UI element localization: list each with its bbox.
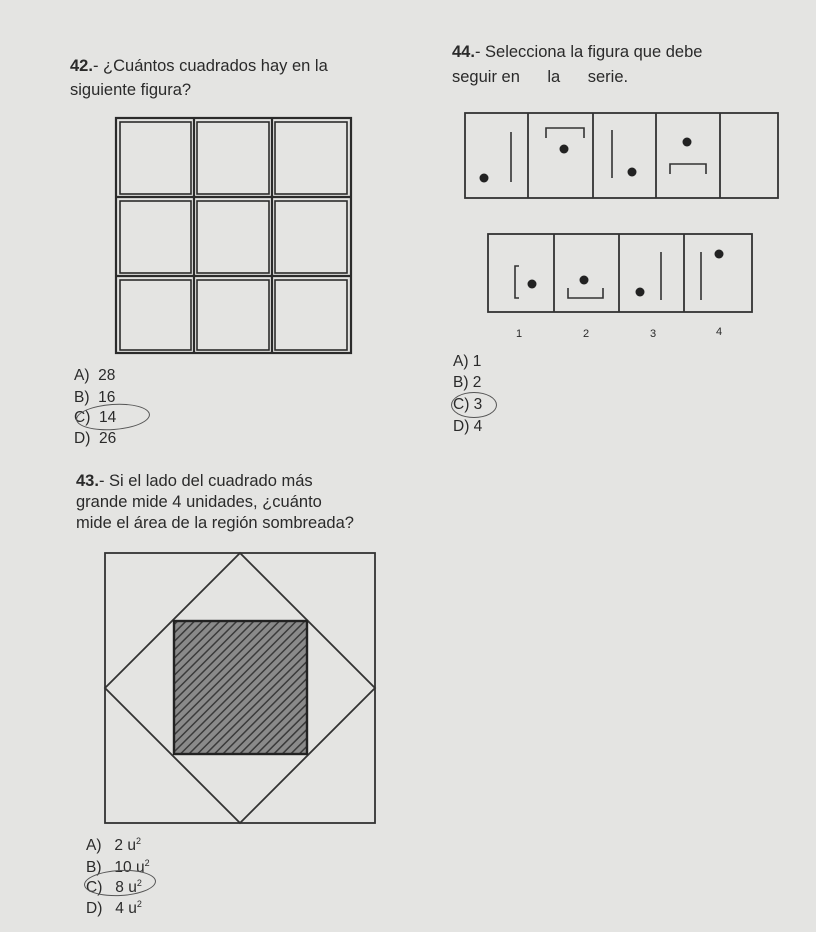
q44-option-b[interactable]: B) 2 bbox=[453, 374, 482, 391]
q43-option-a[interactable]: A) 2 $u^2$ bbox=[86, 836, 141, 855]
q43-number: 43. bbox=[76, 472, 99, 490]
q44-choice-label-1: 1 bbox=[516, 328, 523, 340]
q44-option-a[interactable]: A) 1 bbox=[453, 353, 482, 370]
q43-option-b[interactable]: B) 10 $u^2$ bbox=[86, 858, 150, 877]
q44-option-d[interactable]: D) 4 bbox=[453, 418, 483, 435]
q44-prompt-line1: 44.- Selecciona la figura que debe bbox=[452, 43, 703, 61]
q44-answer-circle bbox=[451, 392, 497, 418]
q44-choice-label-2: 2 bbox=[583, 328, 590, 340]
q44-choice-label-3: 3 bbox=[650, 328, 657, 340]
q42-option-b[interactable]: B) 16 bbox=[74, 389, 116, 406]
q44-option-c[interactable]: C) 3 bbox=[453, 396, 483, 413]
q43-option-c[interactable]: C) 8 $u^2$ bbox=[86, 878, 142, 897]
q42-number: 42. bbox=[70, 57, 93, 75]
q42-option-a[interactable]: A) 28 bbox=[74, 367, 116, 384]
q43-prompt-line3: mide el área de la región sombreada? bbox=[76, 514, 354, 532]
q44-answer-strip bbox=[488, 234, 752, 312]
q42-option-c[interactable]: C) 14 bbox=[74, 409, 117, 426]
q43-option-d[interactable]: D) 4 $u^2$ bbox=[86, 899, 142, 918]
q43-prompt-line2: grande mide 4 unidades, ¿cuánto bbox=[76, 493, 322, 511]
q42-square-grid bbox=[116, 118, 351, 353]
q42-prompt-line2: siguiente figura? bbox=[70, 81, 192, 99]
q44-series-strip bbox=[465, 113, 778, 198]
q44-number: 44. bbox=[452, 43, 475, 61]
q43-prompt-line1: 43.- Si el lado del cuadrado más bbox=[76, 472, 313, 490]
q43-square-figure bbox=[105, 553, 375, 823]
q44-prompt-line2: seguir en la serie. bbox=[452, 68, 629, 86]
q44-choice-label-4: 4 bbox=[716, 326, 723, 338]
q42-prompt-line1: 42.- ¿Cuántos cuadrados hay en la bbox=[70, 57, 328, 75]
q42-option-d[interactable]: D) 26 bbox=[74, 430, 117, 447]
